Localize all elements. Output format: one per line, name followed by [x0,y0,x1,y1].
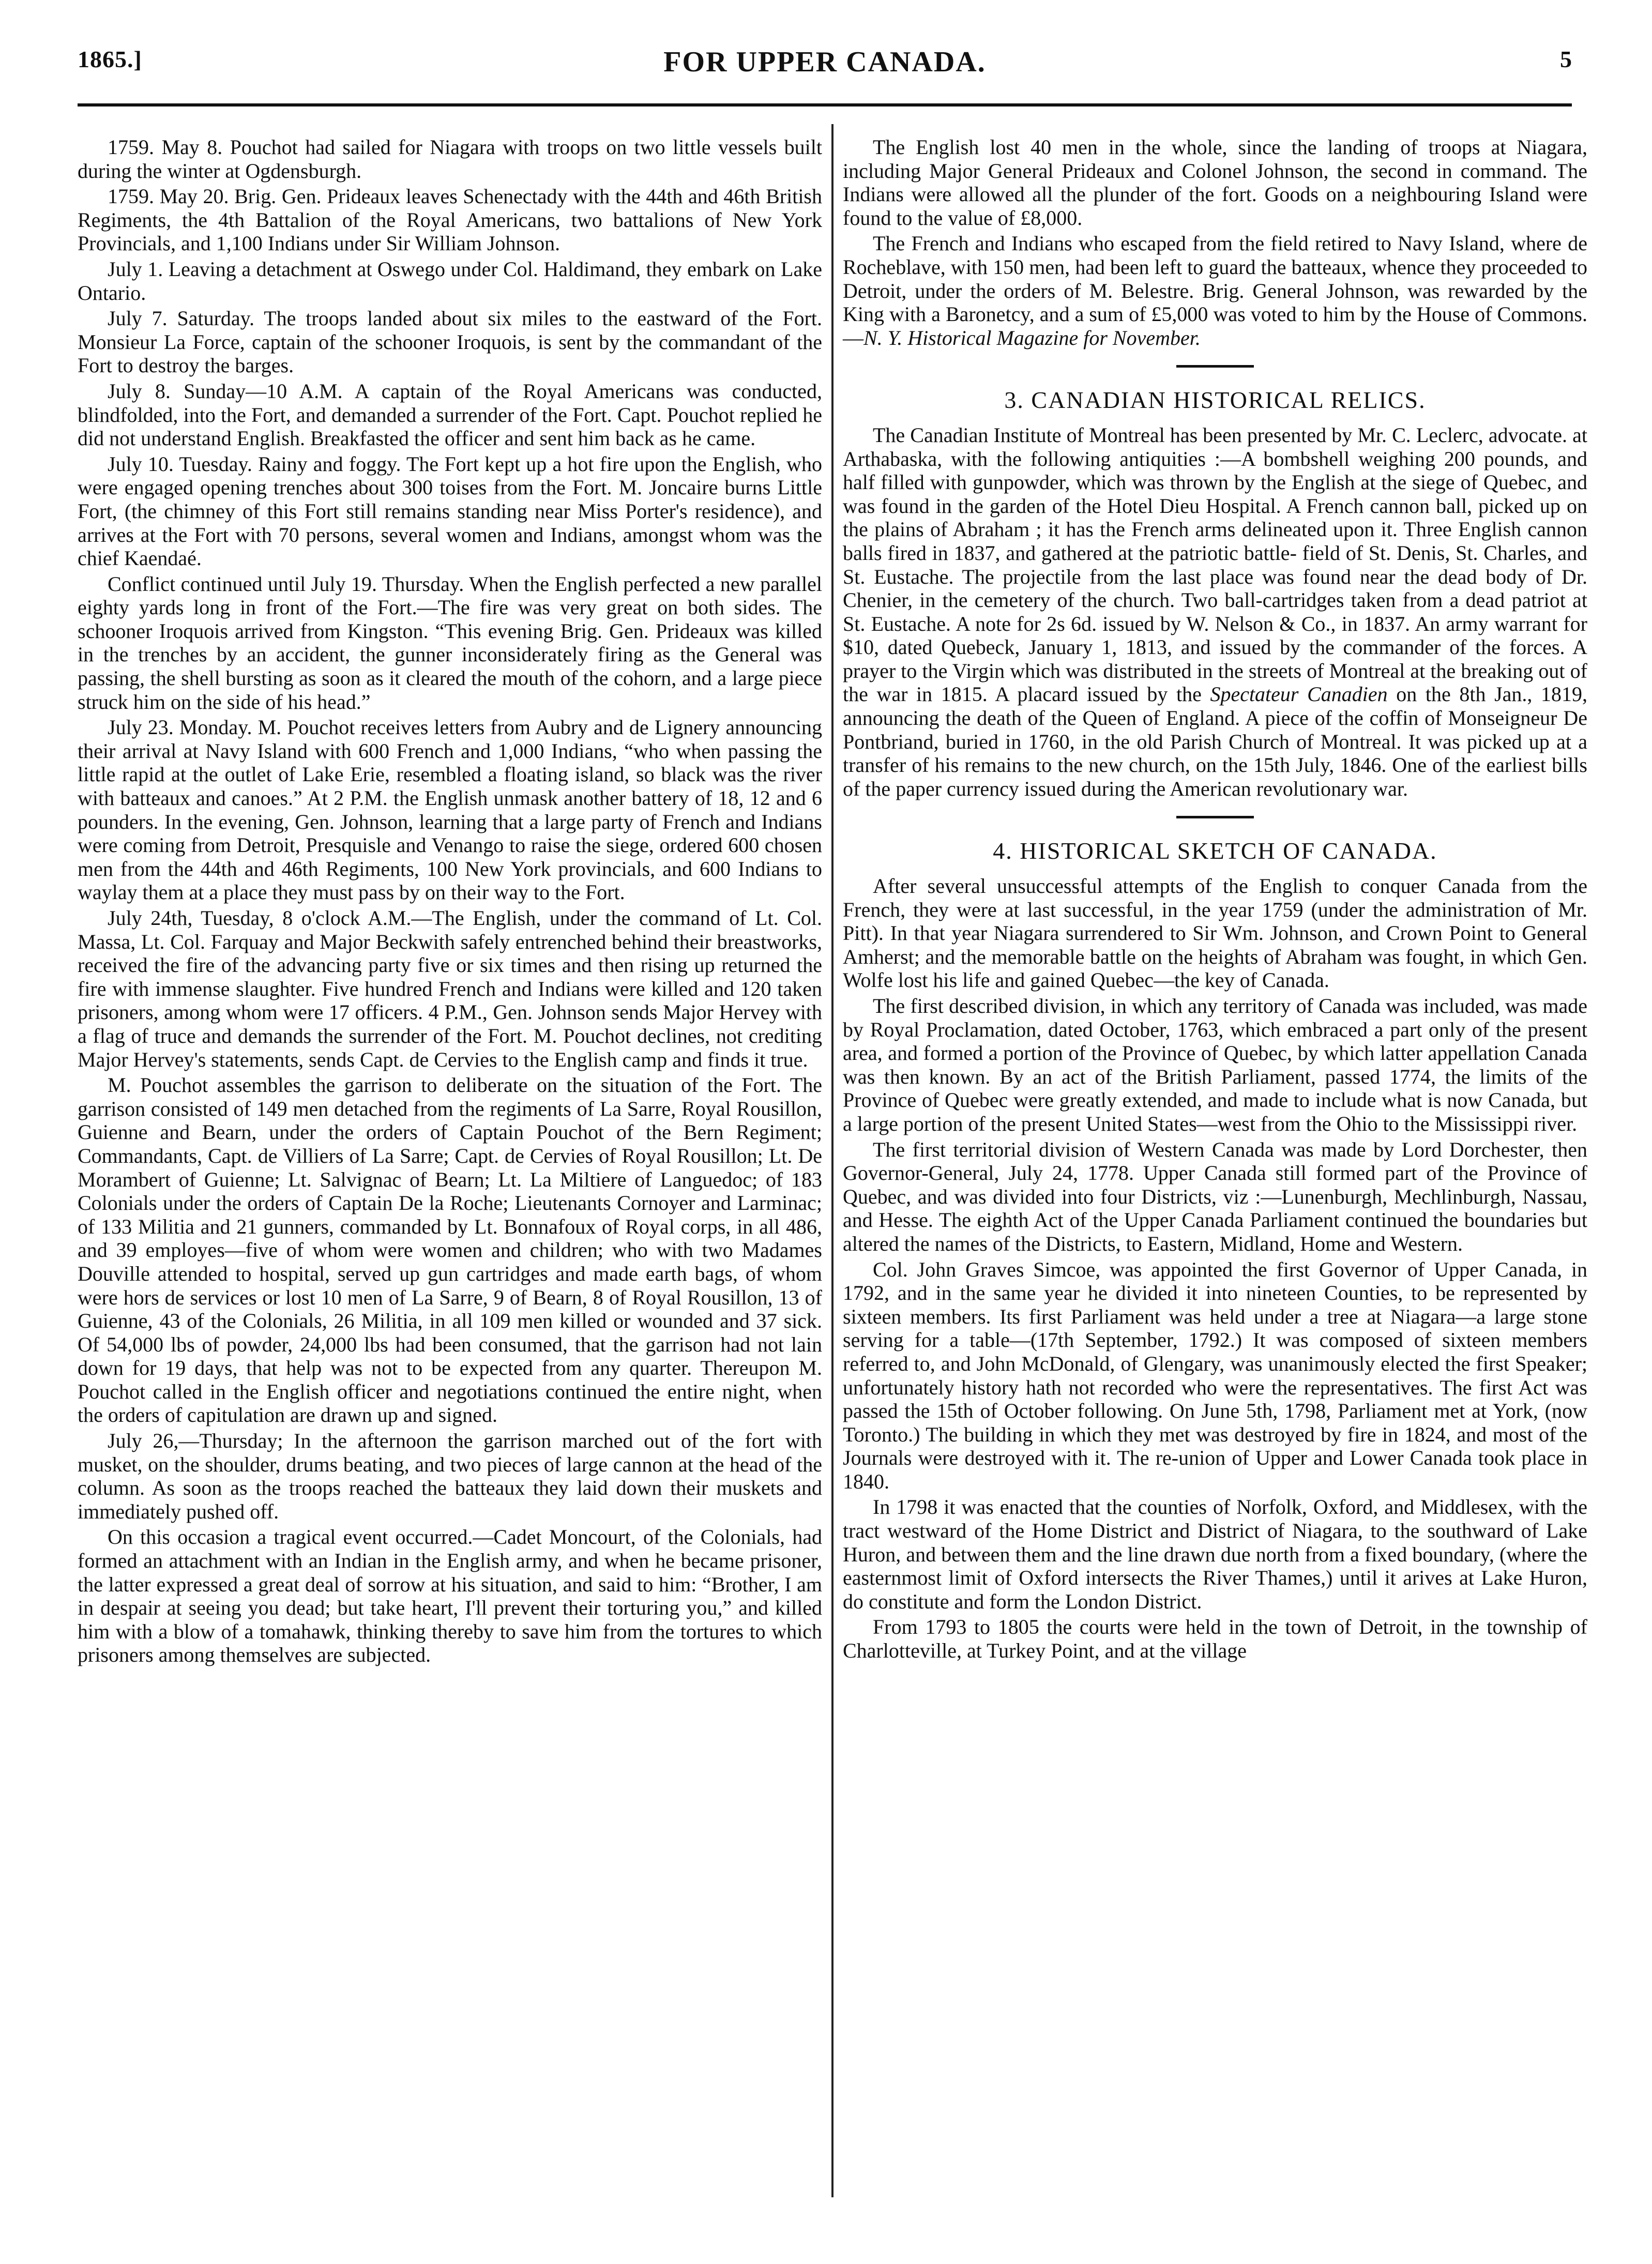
citation: N. Y. Historical Magazine for November. [863,326,1201,350]
right-column [843,135,1587,1663]
header-year: 1865.] [78,46,142,72]
paragraph: After several unsuccessful attempts of the English to conquer Canada from the French, they were at last successful, in the year 1759 (under the administration of Mr. Pitt). In that year Niagara surrendered to Sir Wm. Johnson, and Crown Point to General Amherst; and the memorable battle on the heights of Abraham was fought, in which Gen. Wolfe lost his life and gained Quebec—the key of Canada. [843,874,1587,992]
paragraph: July 23. Monday. M. Pouchot receives letters from Aubry and de Lignery announcing their arrival at Navy Island with 600 French and 1,000 Indians, “who when passing the little rapid at the outlet of Lake Erie, resembled a floating island, so black was the river with batteaux and canoes.” At 2 P.M. the English unmask another battery of 18, 12 and 6 pounders. In the evening, Gen. Johnson, learning that a large party of French and Indians were coming from Detroit, Presquisle and Venango to raise the siege, ordered 600 chosen men from the 44th and 46th Regiments, 100 New York provincials, and 600 Indians to waylay them at a place they must pass by on their way to the Fort. [78,716,822,904]
section-heading: 3. CANADIAN HISTORICAL RELICS. [1004,387,1426,414]
paragraph: Col. John Graves Simcoe, was appointed the first Governor of Upper Canada, in 1792, and in the same year he divided it into nineteen Counties, to be represented by sixteen members. Its first Parliament was held under a tree at Niagara—a large stone serving for a table—(17th September, 1792.) It was composed of sixteen members referred to, and John McDonald, of Glengary, was unanimously elected the first Speaker; unfortunately history hath not recorded who were the representatives. The first Act was passed the 15th of October following. On June 5th, 1798, Parliament met at York, (now Toronto.) The building in which they met was destroyed by fire in 1824, and most of the Journals were destroyed with it. The re-union of Upper and Lower Canada took place in 1840. [843,1257,1587,1493]
paragraph: On this occasion a tragical event occurred.—Cadet Moncourt, of the Colonials, had formed an attachment with an Indian in the English army, and when he became prisoner, the latter expressed a great deal of sorrow at his situation, and said to him: “Brother, I am in despair at seeing you dead; but take heart, I'll prevent their torturing you,” and killed him with a blow of a tomahawk, thinking thereby to save him from the tortures to which prisoners among themselves are subjected. [78,1525,822,1667]
section-heading: 4. HISTORICAL SKETCH OF CANADA. [993,838,1437,864]
paragraph-text: on the 8th Jan., 1819, announcing the death of the Queen of England. A piece of the coffin of Monseigneur De Pontbriand, buried in 1760, in the old Parish Church of Montreal. It was picked up at a transfer of his remains to the new church, on the 15th July, 1846. One of the earliest bills of the paper currency issued during the American revolutionary war. [843,682,1587,800]
paragraph: July 26,—Thursday; In the afternoon the garrison marched out of the fort with musket, on the shoulder, drums beating, and two pieces of large cannon at the head of the column. As soon as the troops reached the batteaux they laid down their muskets and immediately pushed off. [78,1429,822,1523]
paragraph: July 10. Tuesday. Rainy and foggy. The Fort kept up a hot fire upon the English, who were engaged opening trenches about 300 toises from the Fort. M. Joncaire burns Little Fort, (the chimney of this Fort still remains standing near Miss Porter's residence), and arrives at the Fort with 70 persons, several women and Indians, amongst whom was the chief Kaendaé. [78,452,822,570]
column-divider [831,124,833,2197]
paragraph: July 8. Sunday—10 A.M. A captain of the Royal Americans was conducted, blindfolded, into the Fort, and demanded a surrender of the Fort. Capt. Pouchot replied he did not understand English. Breakfasted the officer and sent him back as he came. [78,379,822,450]
paragraph: From 1793 to 1805 the courts were held in the town of Detroit, in the township of Charlotteville, at Turkey Point, and at the village [843,1615,1587,1663]
page-header [78,45,1572,92]
paragraph-text: The French and Indians who escaped from the field retired to Navy Island, where de Rocheblave, with 150 men, had been left to guard the batteaux, whence they proceeded to Detroit, under the orders of M. Belestre. Brig. General Johnson, was rewarded by the King with a Baronetcy, and a sum of £5,000 was voted to him by the House of Commons.— [843,232,1587,350]
paragraph: The English lost 40 men in the whole, since the landing of troops at Niagara, including Major General Prideaux and Colonel Johnson, the second in command. The Indians were allowed all the plunder of the fort. Goods on a neighbouring Island were found to the value of £8,000. [843,135,1587,230]
header-rule [78,103,1572,107]
section-separator [1176,365,1254,368]
page-number: 5 [1560,46,1572,72]
paragraph [843,232,1587,350]
section-separator [1176,816,1254,818]
paragraph: In 1798 it was enacted that the counties of Norfolk, Oxford, and Middlesex, with the tract westward of the Home District and District of Niagara, to the southward of Lake Huron, and between them and the line drawn due north from a fixed boundary, (where the easternmost limit of Oxford intersects the River Thames,) until it arives at Lake Huron, do constitute and form the London District. [843,1495,1587,1613]
paragraph: July 1. Leaving a detachment at Oswego under Col. Haldimand, they embark on Lake Ontario. [78,257,822,305]
left-column [78,135,822,1667]
header-title: FOR UPPER CANADA. [663,46,986,78]
paragraph: July 7. Saturday. The troops landed about six miles to the eastward of the Fort. Monsieur La Force, captain of the schooner Iroquois, is sent by the commandant of the Fort to destroy the barges. [78,307,822,377]
paragraph-text: The Canadian Institute of Montreal has been presented by Mr. C. Leclerc, advocate. at Arthabaska, with the following antiquities :—A bombshell weighing 200 pounds, and half filled with gunpowder, which was thrown by the English at the siege of Quebec, and was found in the garden of the Hotel Dieu Hospital. A French cannon ball, picked up on the plains of Abraham ; it has the French arms delineated upon it. Three English cannon balls fired in 1837, and gathered at the patriotic battle- field of St. Denis, St. Charles, and St. Eustache. The projectile from the last place was found near the dead body of Dr. Chenier, in the cemetery of the church. Two ball-cartridges taken from a dead patriot at St. Eustache. A note for 2s 6d. issued by W. Nelson & Co., in 1837. An army warrant for $10, dated Quebeck, January 1, 1813, and issued by the commander of the forces. A prayer to the Virgin which was distributed in the streets of Montreal at the breaking out of the war in 1815. A placard issued by the [843,423,1587,706]
paragraph: The first described division, in which any territory of Canada was included, was made by Royal Proclamation, dated October, 1763, which embraced a part only of the present area, and formed a portion of the Province of Quebec, by which latter appellation Canada was then known. By an act of the British Parliament, passed 1774, the limits of the Province of Quebec were greatly extended, and made to include what is now Canada, but a large portion of the present United States—west from the Ohio to the Mississippi river. [843,994,1587,1135]
paragraph: Conflict continued until July 19. Thursday. When the English perfected a new parallel eighty yards long in front of the Fort.—The fire was very great on both sides. The schooner Iroquois arrived from Kingston. “This evening Brig. Gen. Prideaux was killed in the trenches by an accident, the gunner inconsiderately firing as the General was passing, the shell bursting as soon as it cleared the mouth of the cohorn, and a large piece struck him on the side of his head.” [78,572,822,713]
paragraph: 1759. May 8. Pouchot had sailed for Niagara with troops on two little vessels built during the winter at Ogdensburgh. [78,135,822,183]
italic-title: Spectateur Canadien [1210,682,1388,706]
paragraph [843,423,1587,801]
paragraph: The first territorial division of Western Canada was made by Lord Dorchester, then Governor-General, July 24, 1778. Upper Canada still formed part of the Province of Quebec, and was divided into four Districts, viz :—Lunenburgh, Mechlinburgh, Nassau, and Hesse. The eighth Act of the Upper Canada Parliament continued the boundaries but altered the names of the Districts, to Eastern, Midland, Home and Western. [843,1137,1587,1255]
paragraph: 1759. May 20. Brig. Gen. Prideaux leaves Schenectady with the 44th and 46th British Regiments, the 4th Battalion of the Royal Americans, two battalions of New York Provincials, and 1,100 Indians under Sir William Johnson. [78,185,822,255]
paragraph: M. Pouchot assembles the garrison to deliberate on the situation of the Fort. The garrison consisted of 149 men detached from the regiments of La Sarre, Royal Rousillon, Guienne and Bearn, under the orders of Captain Pouchot of the Bern Regiment; Commandants, Capt. de Villiers of La Sarre; Capt. de Cervies of Royal Rousillon; Lt. De Morambert of Guienne; Lt. Salvignac of Bearn; Lt. La Miltiere of Languedoc; of 183 Colonials under the orders of Captain De la Roche; Lieutenants Cornoyer and Larminac; of 133 Militia and 21 gunners, commanded by Lt. Bonnafoux of Royal corps, in all 486, and 39 employes—five of whom were women and children; who with two Madames Douville attended to hospital, served up gun cartridges and made earth bags, of whom were hors de services or lost 10 men of La Sarre, 9 of Bearn, 8 of Royal Rousillon, 13 of Guienne, 43 of the Colonials, 26 Militia, in all 109 men killed or wounded and 37 sick. Of 54,000 lbs of powder, 24,000 lbs had been consumed, that the garrison had not lain down for 19 days, that help was not to be expected from any quarter. Thereupon M. Pouchot called in the English officer and negotiations continued the entire night, when the orders of capitulation are drawn up and signed. [78,1073,822,1427]
paragraph: July 24th, Tuesday, 8 o'clock A.M.—The English, under the command of Lt. Col. Massa, Lt. Col. Farquay and Major Beckwith safely entrenched behind their breastworks, received the fire of the advancing party five or six times and then rising up returned the fire with immense slaughter. Five hundred French and Indians were killed and 120 taken prisoners, among whom were 17 officers. 4 P.M., Gen. Johnson sends Major Hervey with a flag of truce and demands the surrender of the Fort. M. Pouchot declines, not crediting Major Hervey's statements, sends Capt. de Cervies to the English camp and finds it true. [78,906,822,1071]
